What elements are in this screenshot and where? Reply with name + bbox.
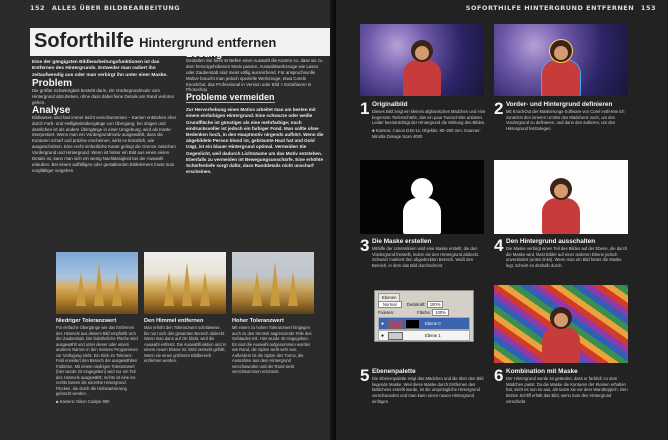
- step1-title: Originalbild: [372, 101, 408, 108]
- step1-text: [372, 109, 488, 140]
- step4-text: Die Maske verbirgt einen Teil des Bildes auf der Ebene, die durch die Maske wird, lässt Bilder auf einer anderen Ebene jedoch unverändert (unten links). Wenn man ein Bild hinter die Maske legt, scheint es deshalb durch.: [506, 246, 628, 269]
- left-running-head-text: ALLES ÜBER BILDBEARBEITUNG: [51, 4, 181, 12]
- layer-thumbnail: [388, 332, 403, 340]
- temple-photo-high-tolerance: [232, 252, 314, 314]
- girl-figure: [542, 178, 580, 234]
- step5-title: Ebenenpalette: [372, 368, 416, 375]
- layer-row[interactable]: [378, 317, 470, 330]
- opacity-label: Deckkraft:: [406, 302, 426, 307]
- temple-spire: [164, 272, 174, 306]
- layer-mask-thumbnail: [405, 319, 420, 329]
- step2-outline-photo: [494, 24, 628, 96]
- caption-title: Den Himmel entfernen: [144, 318, 204, 324]
- step6-number: 6: [494, 366, 504, 385]
- step3-title: Die Maske erstellen: [372, 238, 432, 245]
- caption-high-tolerance: [232, 318, 314, 375]
- left-column-2: [186, 49, 326, 177]
- caption-title: Hoher Toleranzwert: [232, 318, 284, 324]
- girl-head: [550, 307, 572, 329]
- page-title: [34, 30, 276, 53]
- girl-figure: [542, 307, 580, 363]
- girl-figure: [542, 40, 580, 96]
- caption-text: Mit einem zu hohen Toleranzwert hingegen auch zu den Himmel angrenzende Teile des Gebäudes mit. Hier wurde 40 eingegeben. Es sind die Auswahl aufgenommen worden wie Rand, die Spitze sieht sehr aus. Außerdem ist die Spitze des Turms, die Ausnahme aus dem Hintergrund verschwunden und der Rand sieht verschwommen erscheint.: [232, 325, 312, 374]
- step1-original-photo: [360, 24, 484, 96]
- temple-spire: [112, 272, 122, 306]
- layers-blend-row: [378, 302, 470, 309]
- step1-credit: ■ Kamera: Canon D15-1s; Objektiv: 80–200 mm; Scanner: Minolta Dimage Scan 4000: [372, 128, 481, 139]
- girl-face: [415, 184, 429, 198]
- caption-title: Niedriger Toleranzwert: [56, 318, 117, 324]
- left-column-1: [32, 60, 178, 176]
- girl-head: [411, 40, 433, 62]
- girl-face: [554, 313, 568, 327]
- caption-text: Für einfache Übergänge wie das Entfernen des Himmels aus diesem Bild empfiehlt sich der Zauberstab. Die farbähnliche Fläche wird ausgewählt und unter dieser oder einem anderen Namen in den meisten Programmen zur Verfügung steht. Ein Klick im Toleranz-Feld erweitert den Bereich der ausgewählten Farbtöne. Mit einem niedrigen Toleranzwert (hier wurde 22 eingegeben) wird nur ein Teil des Himmels ausgewählt; rechts ist eine ins rechts lassen die einzelne Hintergrund Flecken, die durch die Hiobinarisierung gelöscht werden.: [56, 325, 138, 396]
- layers-lock-row: [378, 310, 470, 316]
- lock-label: Fixieren:: [378, 310, 395, 315]
- right-page-number: 153: [640, 4, 656, 12]
- eye-icon[interactable]: ●: [381, 321, 385, 327]
- girl-dress: [403, 60, 441, 96]
- girl-figure: [403, 40, 441, 96]
- step3-mask-photo: [360, 160, 484, 234]
- blend-mode-select[interactable]: Normal: [378, 301, 402, 308]
- girl-dress: [542, 327, 580, 363]
- girl-face: [415, 46, 429, 60]
- loesung-text: Gestalten Sie beim Erstellen einer Auswahl die Kanten so, dass sie zu dem hervorgehobenen Motiv passen. Auswahlwerkzeuge wie Lasso oder Zauberstab sind meist völlig ausreichend. Für anspruchsvolle Motive braucht man jedoch spezielle Werkzeuge, etwa Corels KnockOut, das Professional in Version oder Bild > Extrahieren in Photoshop.: [186, 57, 323, 93]
- problem-heading: Problem: [32, 78, 73, 90]
- step5-text: Die Ebenenpalette zeigt das Mädchen und die über den Bild liegende Maske. Weil diese Maske durch Entfernen des Mädchens erstellt wurde, ist die ursprüngliche Hintergrund verschwunden und man kann einen neuen Hintergrund einfügen.: [372, 376, 484, 404]
- layer-name: Ebene 1: [425, 333, 441, 338]
- step4-white-background-photo: [494, 160, 628, 234]
- right-running-head: [466, 4, 660, 12]
- step3-text: Mithilfe der Umrisslinien wird eine Maske erstellt, die den Vordergrund freistellt, indem sie den Hintergrund abdeckt. Schwarz markiert den abgedeckten Bereich, Weiß den Bereich, in dem das Bild durchscheint.: [372, 246, 480, 269]
- analyse-heading: Analyse: [32, 104, 71, 116]
- temple-spire: [94, 262, 104, 306]
- layer-row[interactable]: [378, 330, 470, 341]
- girl-dress: [542, 198, 580, 234]
- girl-silhouette: [403, 178, 441, 234]
- girl-face: [554, 46, 568, 60]
- temple-spire: [182, 262, 192, 306]
- title-main: Soforthilfe: [34, 30, 134, 52]
- layers-panel: [374, 290, 474, 342]
- layer-name: Ebene 0: [425, 321, 441, 326]
- layer-thumbnail: [388, 319, 403, 329]
- temple-spire: [270, 262, 280, 306]
- step3-number: 3: [360, 236, 370, 255]
- opacity-field[interactable]: 100%: [427, 301, 444, 308]
- step4-number: 4: [494, 236, 504, 255]
- vermeiden-text: Zur Hervorhebung eines Motivs arbeitet man am besten mit einem einfarbigen Hintergrund. Eine schwarze oder weiße Grundfläche ist günstiger als eine mehrfarbige; noch eindrucksvoller ist jedoch ein farbiger Fond. Man sollte ohne Bedenken hoch, in den Hauptmotiv nirgends aufhört. Wenn die abgebildete Person blond ist, gebräunte Haut hat und Gold trägt, ist ein blauer Hintergrund optimal. Vermeiden Sie Gegenlicht, weil dadurch Lichtsäume um das Motiv entstehen. Ebenfalls zu vermeiden ist Bewegungsunschärfe. Eine erhöhte Schärfentiefe sorgt dafür, dass Randdetails nicht unscharf erscheinen.: [186, 107, 324, 175]
- step2-text: Mit KnockOut der Maskierungs-Software von Corel entfernte ich zunächst den inneren Umriss des Mädchens nach, um den Vordergrund zu definieren, und dann den äußeren, um den Hintergrund festzulegen.: [506, 109, 625, 132]
- caption-sky-removed: [144, 318, 226, 364]
- caption-credit: ■ Kamera: Nikon Coolpix 990: [56, 398, 110, 404]
- temple-spire: [288, 272, 298, 306]
- step5-number: 5: [360, 366, 370, 385]
- step4-title: Den Hintergrund ausschalten: [506, 238, 596, 245]
- right-page: [336, 0, 668, 440]
- intro-lead: Eine der gängigsten Bildbearbeitungsfunktionen ist das Entfernen des Hintergrunds. Entweder man radiert ihn zeitaufwendig aus oder man verbirgt ihn unter einer Maske.: [32, 60, 168, 78]
- girl-dress: [542, 60, 580, 96]
- girl-head: [411, 178, 433, 200]
- fill-label: Fläche:: [417, 310, 431, 315]
- caption-low-tolerance: [56, 318, 138, 404]
- step2-number: 2: [494, 99, 504, 118]
- caption-text: Man erhöht den Toleranzwert schrittweise, bis nur noch den gesamten Bereich abdeckt. Wenn man dann auf OK klickt, wird die Auswahl entfernt. Die Auswahlfunktion und in einem neuen Ebene ist. Wird versteht gefüllt; Wenn sie einen größeren Bildbereich entfernen werden.: [144, 325, 226, 363]
- step1-number: 1: [360, 99, 370, 118]
- step6-title: Kombination mit Maske: [506, 368, 578, 375]
- step2-title: Vorder- und Hintergrund definieren: [506, 101, 613, 108]
- left-running-head: [30, 4, 180, 12]
- eye-icon[interactable]: ●: [381, 333, 385, 339]
- loesung-heading: Lösung: [186, 49, 223, 60]
- title-subtitle: Hintergrund entfernen: [139, 35, 277, 50]
- girl-face: [554, 184, 568, 198]
- right-running-head-text: SOFORTHILFE HINTERGRUND ENTFERNEN: [465, 4, 635, 12]
- vermeiden-heading: Probleme vermeiden: [186, 92, 275, 103]
- fill-field[interactable]: 100%: [432, 309, 449, 316]
- temple-spire: [200, 272, 210, 306]
- step6-composite-photo: [494, 285, 628, 363]
- girl-head: [550, 178, 572, 200]
- step1-body: Dieses Bild zeigt ein kleines afghanisches Mädchen und eine begrenzte Tiefenschärfe, das ein paar Tanzschritte anbietet. Leider beeinträchtigt der Hintergrund die Wirkung des Bildes.: [372, 109, 486, 126]
- analyse-text: Bildkanten sind fast immer leicht verschwommen – Kanten entstehen eher durch Farb- und Helligkeitsübergänge von Übergang; bei obigen und deutlichen ist als andere Übergänge in einer Umgebung, wird als Kante interpretiert. Wenn man ein Vordergrundmotiv ausgewählt, dass die Konturen scharf und präzise erscheinen, wirkt es künstlich, wie ausgeschnitten. Eine recht einheitliche Kante gelingt die Grenze zwischen Vordergrund und Hintergrund. Wenn ist hinter ein Bild aus einen vielen Details ist, kann man sich ein wenig Nachlässigkeit bei der Auswahl erlauben. Bei einem auffälligen oder gestaltenden Bildelement muss man sorgfältiger vorgehen.: [32, 114, 177, 173]
- temple-photo-low-tolerance: [56, 252, 138, 314]
- layers-tab[interactable]: Ebenen: [378, 293, 400, 301]
- girl-dress: [403, 198, 441, 234]
- temple-spire: [76, 272, 86, 306]
- step6-text: Der Hintergrund wurde so geändert, dass er farblich zu dem Mädchen passt. Da die Maske die Konturen der Kleinen erhalten hat, sieht es nun so aus, als tanze sie vor dem Wandteppich. Den letzten Schliff erhält das Bild, wenn man den Hintergrund verschiebt.: [506, 376, 628, 404]
- problem-text: Die größte Schwierigkeit besteht darin, ein Vordergrundmotiv vom Hintergrund abzuheben, ohne dass dabei feine Details am Rand verloren gehen.: [32, 88, 175, 105]
- girl-head: [550, 40, 572, 62]
- left-page-number: 152: [30, 4, 46, 12]
- temple-spire: [252, 272, 262, 306]
- temple-photo-sky-removed: [144, 252, 226, 314]
